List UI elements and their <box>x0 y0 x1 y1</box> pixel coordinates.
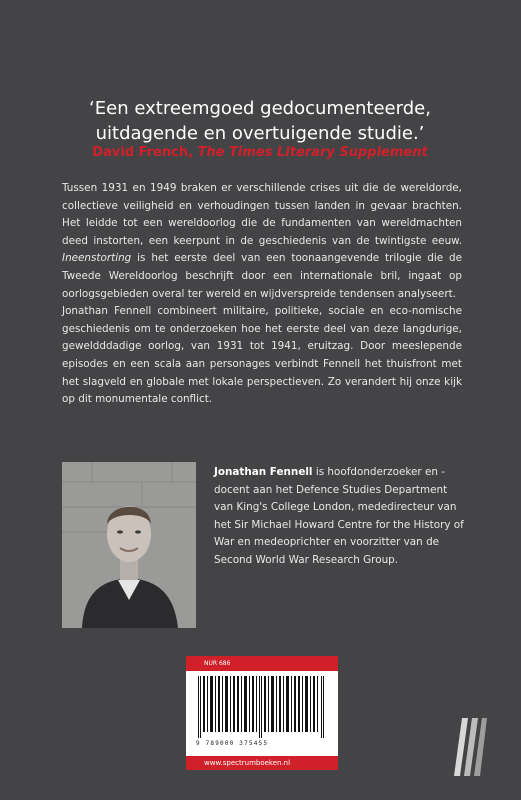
quote-text <box>60 96 460 146</box>
publisher-logo-icon <box>452 716 488 778</box>
quote-source: The Times Literary Supplement <box>197 145 428 160</box>
author-bio <box>214 464 464 570</box>
quote-line-1: ‘Een extreemgoed gedocumenteerde, <box>89 98 431 119</box>
quote-author: David French, <box>92 145 194 160</box>
quote-attribution <box>60 145 460 160</box>
barcode <box>198 676 326 738</box>
author-photo <box>62 462 196 628</box>
book-title: Ineenstorting <box>62 252 132 265</box>
author-name: Jonathan Fennell <box>214 466 313 478</box>
book-blurb <box>62 180 462 409</box>
author-bio-text: is hoofdonderzoeker en -docent aan het Defence Studies Department van King's College London, mededirecteur van het Sir Michael Howard Centre for the History of War en medeoprichter en voorzitter van de Second World War Research Group. <box>214 466 464 566</box>
publisher-website: www.spectrumboeken.nl <box>186 756 338 770</box>
quote-line-2: uitdagende en overtuigende studie.’ <box>95 123 425 144</box>
blurb-paragraph-2: Jonathan Fennell combineert militaire, politieke, sociale en eco-nomische geschiedenis om te onderzoeken hoe het eerste deel van deze langdurige, geweldddadige oorlog, van 1931 tot 1941, eruitzag. Door meeslepende episodes en een scala aan personages verbindt Fennell het thuisfront met het slagveld en globale met lokale perspectieven. Zo verandert hij onze kijk op dit monumentale conflict. <box>62 305 462 406</box>
nur-label: NUR 686 <box>186 656 338 671</box>
blurb-paragraph-1: Tussen 1931 en 1949 braken er verschillende crises uit die de wereldorde, collectieve veiligheid en verhoudingen tussen landen in gevaar brachten. Het leidde tot een wereldoorlog die de fundamenten van wereldmachten deed instorten, een keerpunt in de geschiedenis van de twintigste eeuw. Ineenstorting is het eerste deel van een toonaangevende trilogie die de Tweede Wereldoorlog beschrijft door een internationale bril, ingaat op oorlogsgebieden overal ter wereld en wijdverspreide tendensen analyseert. <box>62 182 462 300</box>
isbn-number: 9 789000 375455 <box>196 740 269 747</box>
